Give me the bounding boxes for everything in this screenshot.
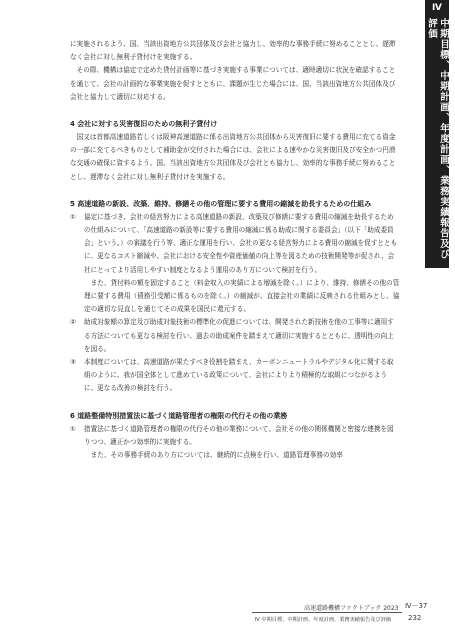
item-number: ① (70, 424, 76, 433)
item-text: 助成対象額の算定及び助成対象技術の標準化の促進については、開発された新技術を他の工事等に適用する方法についても更なる検討を行い、過去の助成案件を踏まえて適切に実施するとともに、透明性の向上を図る。 (84, 318, 394, 353)
list-item (70, 316, 400, 356)
main-content (70, 38, 400, 462)
footer-page-number: 232 (408, 614, 422, 622)
list-item (70, 356, 400, 396)
section-5 (70, 198, 400, 396)
item-text: 協定に基づき、会社の経営努力による高速道路の新設、改築及び修繕に要する費用の縮減を助長するための仕組みについて、「高速道路の新設等に要する費用の縮減に係る助成に関する委員会」（以下「助成委員会」という。）の審議を行う等、適正な運用を行い、会社の更なる経営努力による費用の縮減を促すとともに、更なるコスト縮減や、会社における安全性や資産価値の向上等を図るための技術開発等が促され、会社にとってより活用しやすい制度となるよう運用のあり方について検討を行う。 (84, 212, 398, 274)
footer-page-code: Ⅳ－37 (405, 602, 428, 610)
item-continuation: また、その事務手続のあり方については、継続的に点検を行い、道路管理事務の効率 (90, 451, 343, 460)
item-continuation: また、貸付料の額を固定すること（料金収入の実績による増減を除く。）により、維持、修繕その他の管理に要する費用（債務引受額に係るものを除く。）の縮減が、直接会社の業績に反映される仕組みとし、協定の適切な見直しを通じてその成果を国民に還元する。 (84, 278, 400, 314)
intro-paragraph-1: に実施されるよう、国、当該出資地方公共団体及び会社と協力し、効率的な事務手続に努めることとし、遅滞なく会社に対し無利子貸付けを実施する。 (70, 40, 396, 62)
item-text: 本制度については、高速道路が果たすべき役割を踏まえ、カーボンニュートラルやデジタル化に関する取組のように、我が国全体として進めている政策について、会社によりより積極的な取組につながるように、更なる改善の検討を行う。 (84, 358, 394, 393)
item-text: 措置法に基づく道路管理者の権限の代行その他の業務について、会社その他の関係機関と密接な連携を図りつつ、適正かつ効率的に実施する。 (84, 424, 394, 446)
list-item (70, 211, 400, 277)
chapter-sidebar-tab (425, 0, 449, 268)
item-number: ② (70, 318, 76, 327)
item-number: ① (70, 212, 76, 221)
section-4-heading: 4 会社に対する災害復旧のための無利子貸付け (70, 120, 218, 129)
list-item (70, 423, 400, 449)
footer-book-title: 高速道路機構ファクトブック 2023 (304, 605, 399, 612)
intro-paragraph-2: その際、機構は協定で定めた貸付計画等に基づき実施する事業については、適時適切に状況を確認することを通じて、会社の計画的な事業実施を促すとともに、課題が生じた場合には、国、当該出資地方公共団体及び会社と協力して適切に対応する。 (70, 66, 396, 101)
section-6 (70, 410, 400, 463)
section-6-heading: 6 道路整備特別措置法に基づく道路管理者の権限の代行その他の業務 (70, 411, 288, 420)
footer-chapter: Ⅳ 中期目標、中期計画、年度計画、業務実績報告及び評価 (255, 617, 392, 623)
footer-divider (252, 612, 402, 613)
item-number: ③ (70, 358, 76, 367)
section-4-paragraph: 国又は首都高速道路若しくは阪神高速道路に係る出資地方公共団体から災害復旧に要する費用に充てる資金の一部に充てるべきものとして補助金が交付された場合には、会社による速やかな災害復旧及び安全かつ円滑な交通の確保に資するよう、国、当該出資地方公共団体及び会社とも協力し、効率的な事務手続に努めることとし、遅滞なく会社に対し無利子貸付けを実施する。 (70, 133, 396, 181)
chapter-title: 中期目標、中期計画、年度計画、業務実績報告及び評価 (426, 18, 449, 260)
chapter-number: Ⅳ (432, 3, 442, 13)
section-4 (70, 118, 400, 184)
section-5-heading: 5 高速道路の新設、改築、維持、修繕その他の管理に要する費用の縮減を助長するための仕組み (70, 199, 372, 208)
